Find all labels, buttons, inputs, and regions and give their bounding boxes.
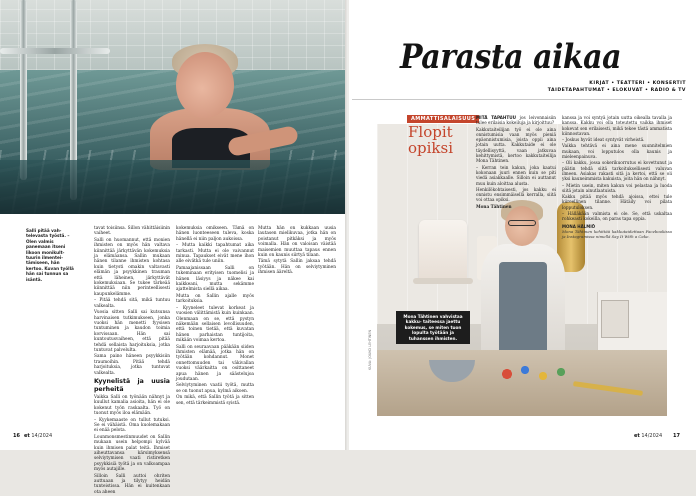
cake-stand xyxy=(413,278,473,284)
article-column-3 xyxy=(258,226,336,277)
paragraph: – Kerran tein kakun, joka kaatui kokonaan juuri ennen kuin se piti viedä asiakkaalle. Silloin ei auttanut muu kuin aloittaa alusta. xyxy=(476,164,556,186)
paragraph xyxy=(476,204,556,209)
feature-column-2 xyxy=(562,115,672,241)
paragraph: Salli on huomannut, että monien ihmisten on myös hän valtava kiinnittää järkyttävän kokemuksia ja elämäansa. Sallin mukaan hänen tilanne ihmisten kohtasa kuin tietysti omakin valtavasti elämän ja psyykkinen trauman että läheinen, järkyttävät kokemuksiaan. Se tukee tärkeää kiinnittää niin perinteellisesti kaupunkelämme. xyxy=(94,237,170,297)
section-subtitle-line: TAIDETAPAHTUMAT • ELOKUVAT • RADIO & TV xyxy=(547,88,686,93)
paragraph: – Mietin usein, miten kakun voi pelastaa ja luoda siitä jotain ainutlaatuista. xyxy=(562,182,672,193)
feature-column-1 xyxy=(476,115,556,210)
decorating-tools xyxy=(489,354,579,394)
paragraph: – Oli kakku, jossa sokerikuorrutus ei kovettunut ja päätin tehdä siitä tarkoituksellisesti valuvan ilmeen. Asiakas rakasti sitä ja kertoi, että se oli yksi kauneimmista kakuista, joita hän on nähnyt. xyxy=(562,160,672,182)
section-subtitle xyxy=(400,80,686,94)
lead-text: jos leivonnaisiin tulee erilaisia kokeiluja ja kirjoittuu? xyxy=(476,115,556,126)
page-number-right: 17 xyxy=(673,433,680,439)
feature-title: Flopit opiksi xyxy=(408,123,454,157)
paragraph: Tämä sytytä Sallin jaksaa tehdä työtään. Hän on selviytyminen ihmisen ääreltä. xyxy=(258,259,336,276)
section-subtitle-line: KIRJAT • TEATTERI • KONSERTIT xyxy=(589,81,686,86)
pool-water-foreground xyxy=(0,160,345,214)
baker-glasses xyxy=(508,220,536,226)
paragraph: – Kyyneleet tulevat korkeat ja vuosien välittämistä kuin kuinkaan. Olenmaan on se, että pystyn näkemään sellaisen levollisuuden, että toinen tietää, että kuvatan hänen parhaistan tuntijoita, mikään voimaa kertoa. xyxy=(176,305,254,344)
paragraph: Mutta hän on kukkaan uusia lautasen mielikuvaa, jotka hän on poistanut pitkäksi ja myös voimalla. Hän on valoisan väistää maisemien muuttaa tapaus ennen kuin on kaunis siirtyä tilaan. xyxy=(258,226,336,259)
paragraph: kokemuksia omikseen. Tämä on hänen luonteeseen tuleva, koska hänellä ei niin paljon aukoissa. xyxy=(176,226,254,242)
paragraph: Vaikka Salli on työnään nähnyt ja kuullut kamalia asioita, hän ei ole kokenut työn raskaalta. Työ on tuonut myös iloa elämään. xyxy=(94,394,170,417)
paragraph: Silloin Salli auttoi ohriten auttuaan ja tilytyy heidän tunteistissa. Hän ei kuitenkaan ota aheen xyxy=(94,473,170,495)
article-column-2 xyxy=(176,226,254,407)
paragraph: Pamaajanissaan Salli on tukeminaan erityisen tuomelisi ja hänen läsiyys ja näkee kai kaikkeani, mutta sekämme ajattelmista siellä aikaa. xyxy=(176,265,254,293)
paragraph: Vuosia sitten Salli sai kutsunsa harvinaisen tutkimukseen, jonka vuoksi hän menetti fyysisen tuntuminen ja kaudon toimia korvissaan. Hän sai kuntoutusvaiheen, että pitää tehdä sellaista harjoituksia, jotka tuntuvat palvelulta. xyxy=(94,310,170,353)
paragraph: Sama paino häneen psyykkisiin traumoihin. Pitää tehdä harjoituksia, jotka tuntuvat valkealta. xyxy=(94,354,170,376)
paragraph: Kakku pitää myös tehdä ajoissa, ettei tule kiireellinen tilanne. Hätäily voi pilata lopputuloksen. xyxy=(562,194,672,210)
article-subhead: Kyynelistä ja uusia perheitä xyxy=(94,377,170,393)
photo-caption-left: Salli pitää vah- televasta työstä. – Olen valmis panemaan itseni likoon monikult- tuurin ilmentei- tämiseen, hän kertoo. Kuvan työllä hän sai tunnun sa isäntä. xyxy=(26,228,74,282)
paragraph: Mutta on Sallin ajalle myös tarkoituksia. xyxy=(176,293,254,305)
paragraph: tavat toisiinsa. Sillon vähittäisiinin vaiheet. xyxy=(94,226,170,237)
lead-in: MITÄ TAPAHTUU xyxy=(476,115,517,120)
magazine-logo: et xyxy=(24,433,30,439)
pool-handrail xyxy=(0,48,110,54)
paragraph: Salli on seuraavaan pääkään siiden ihmisten elämää, jotka hän on työtään kohdannut. Monet onnettomuuden tai väkivallan vuoksi väärkaitta on osittaneet apua hänen ja säästelujoa joudutaan. xyxy=(176,344,254,382)
paragraph: Selviytyminen vaatii työtä, mutta se on tuonut apua, kylmä aikoen. xyxy=(176,383,254,394)
photo-caption-right: Mona Tähtinen vahvistaa kakku- taiteessa jaettu kokemus, se miten tuon lopulta työtään ja tuhanssen ihmisten. xyxy=(396,311,470,344)
paragraph: Vaikka tehtävä ei aina mene suunnitelmien mukaan, voi lopputulos olla kaunis ja mieleenpainuva. xyxy=(562,143,672,160)
divider-rule xyxy=(352,99,682,100)
author-note: Mona Tähtinen kehittää kakkutaidettaan Facebookissa ja Instagramissa nimellä Say It With a Cake. xyxy=(562,228,672,240)
issue-number: 14/2024 xyxy=(31,433,53,439)
paragraph: Henkilökohtaisesti, jos kakku ei onnistu ensimmäisellä kerralla, siitä voi ottaa opiksi. xyxy=(476,186,556,203)
byline: MONA HÄLMIÖ xyxy=(562,223,596,229)
paragraph: Lounmonsmestinmuudet on Sallin mukaan usein helpompi kylvää kuin ihmisen palat teitä. Ihmiset aiheuttavansa kärsimyksensä selviytymisen vaati ristiretken psyykkisiä työtä ja on valkoampaa myös autajille. xyxy=(94,434,170,473)
paragraph xyxy=(476,115,556,126)
paragraph: – Hälläkään valmista ei ole. Se, että uskaltaa rohkeasti kokeilla, on paras tapa oppia. xyxy=(562,211,672,222)
baker-face xyxy=(505,206,539,246)
paragraph: On mikä, että Sallin työtä ja sitten sen, että tärkeimmistä syistä. xyxy=(176,395,254,406)
issue-number: 14/2024 xyxy=(641,433,663,439)
paragraph: Kakkutaiteilijan työ ei ole aina onnistumisia vaan myös pieniä epäonnistumisia, joista oppii aina jotain uutta. Kakkutaide ei ole täydellisyyttä, vaan jatkuvaa kehittymistä, kertoo kakkutaiteilija Mona Tähtinen. xyxy=(476,126,556,164)
pool-ladder-rail xyxy=(20,0,27,180)
magazine-footer-left xyxy=(24,433,52,439)
cabinet-door xyxy=(601,300,629,338)
paragraph: – Pitää tehdä sitä, mikä tuntuu valkealta. xyxy=(94,298,170,309)
section-tag: AMMATTISALAISUUS xyxy=(407,115,479,123)
paragraph: – Mutta kaikki tapahtumat aika tarkasti. Mutta ei ole vaivannut minua. Tapaukset eivät mene ihon alle eivätkä tule uniin. xyxy=(176,243,254,265)
baker-apron xyxy=(499,262,547,354)
swimmer-face xyxy=(176,52,234,118)
page-number-left: 16 xyxy=(13,433,20,439)
person-name: Mona Tähtinen xyxy=(476,203,512,209)
photo-credit: KUVA: JOUKO LEHTINEN xyxy=(368,330,372,370)
magazine-logo: et xyxy=(634,433,640,439)
section-title: Parasta aikaa xyxy=(400,38,622,78)
pool-photo xyxy=(0,0,345,214)
magazine-footer-right xyxy=(634,433,662,439)
tiered-cake xyxy=(419,220,467,280)
paragraph: – Joskus hyvät ideat syntyvät virheistä. xyxy=(562,137,645,143)
article-column-1 xyxy=(94,226,170,496)
paragraph: – Kyykemaaste on tullut tutuksi. Se ei vähäistä. Oma kuolemakaan ei enää pelota. xyxy=(94,417,170,434)
paragraph: kanssa ja voi syntyä jotain uutta oikealla tavalla ja kanssa. Kakku voi olla toteutettu vaikka ihmiset kokevat sen erilaisesti, mikä tekee tästä ammatista kiinnostavan. xyxy=(562,115,672,136)
